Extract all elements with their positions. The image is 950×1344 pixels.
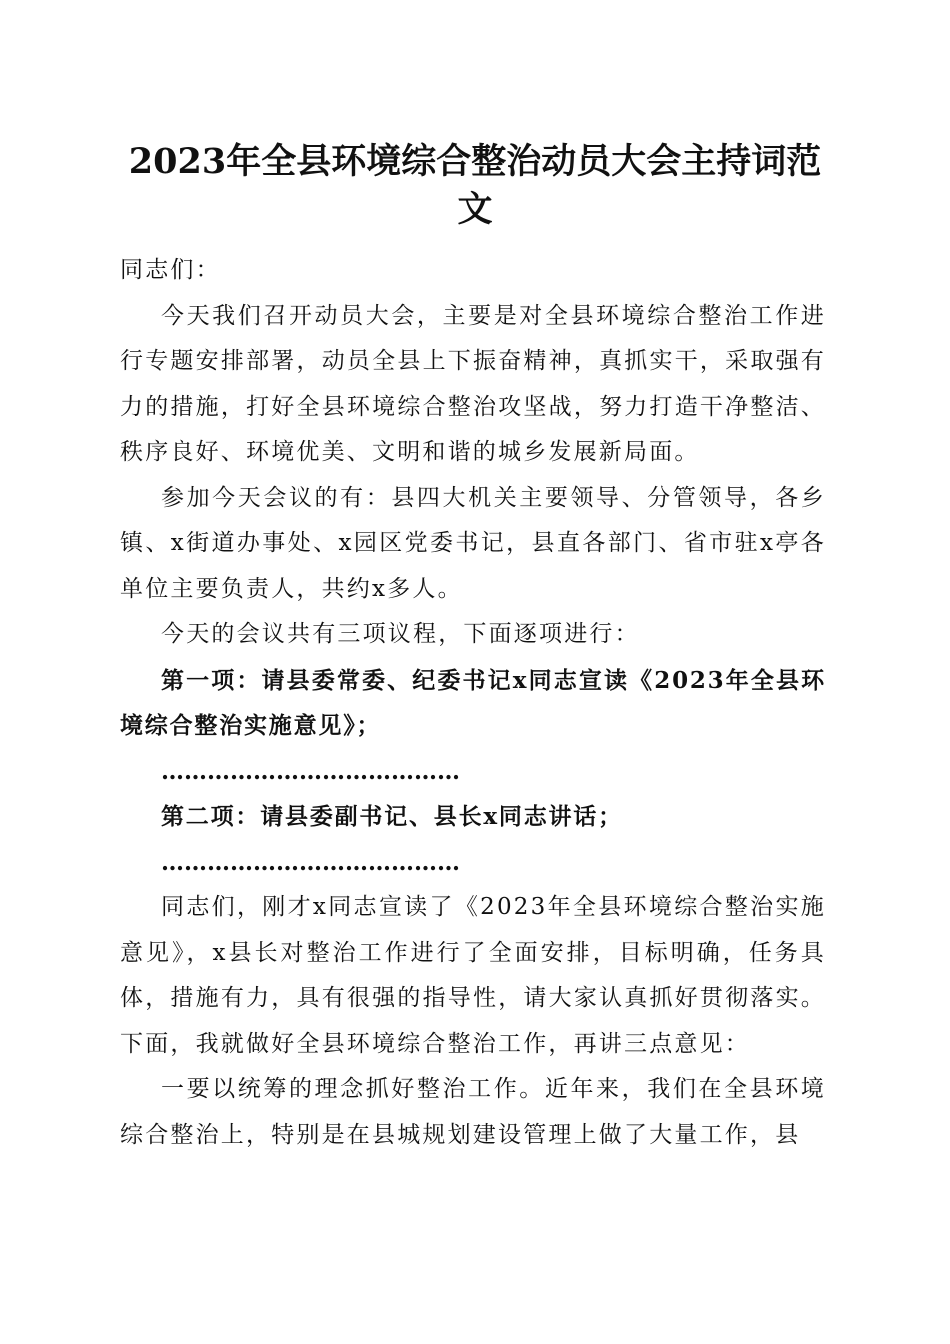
ellipsis-line-one: ………………………………… [161,757,460,785]
greeting-paragraph: 同志们： [120,257,221,283]
document-body [120,248,826,1158]
agenda-intro-paragraph: 今天的会议共有三项议程，下面逐项进行： [161,621,640,647]
agenda-item-two: 第二项：请县委副书记、县长x同志讲话； [161,803,623,830]
ellipsis-line-two: ………………………………… [161,848,460,876]
document-title: 2023年全县环境综合整治动员大会主持词范文 [128,141,822,230]
summary-paragraph: 同志们，刚才x同志宣读了《2023年全县环境综合整治实施意见》，x县长对整治工作进行了全面安排，目标明确，任务具体，措施有力，具有很强的指导性，请大家认真抓好贯彻落实。下面，我就做好全县环境综合整治工作，再讲三点意见： [120,894,826,1057]
agenda-item-one: 第一项：请县委常委、纪委书记x同志宣读《2023年全县环境综合整治实施意见》； [120,666,826,739]
opening-paragraph: 今天我们召开动员大会，主要是对全县环境综合整治工作进行专题安排部署，动员全县上下振奋精神，真抓实干，采取强有力的措施，打好全县环境综合整治攻坚战，努力打造干净整洁、秩序良好、环境优美、文明和谐的城乡发展新局面。 [120,302,826,465]
attendees-paragraph: 参加今天会议的有：县四大机关主要领导、分管领导，各乡镇、x街道办事处、x园区党委书记，县直各部门、省市驻x亭各单位主要负责人，共约x多人。 [120,484,826,602]
first-point-paragraph: 一要以统筹的理念抓好整治工作。近年来，我们在全县环境综合整治上，特别是在县城规划建设管理上做了大量工作，县 [120,1076,826,1148]
